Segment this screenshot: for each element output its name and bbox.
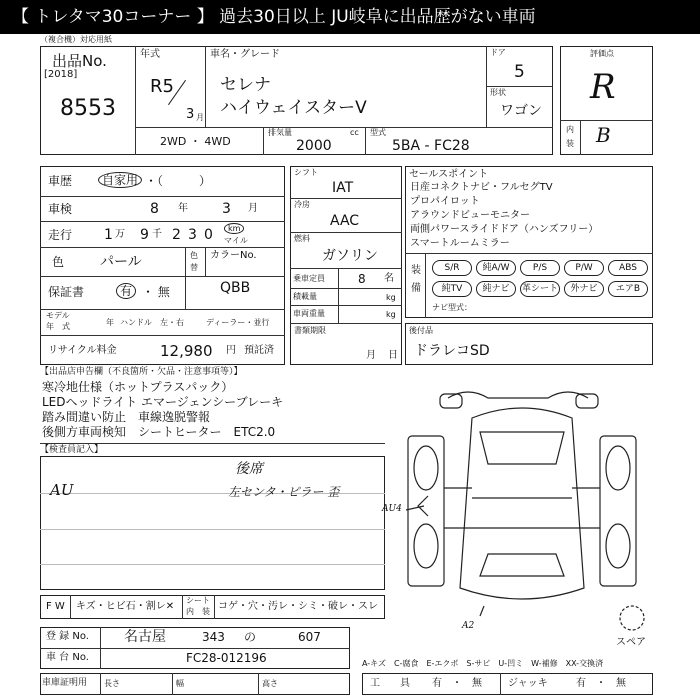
sales-point-item: プロパイロット: [410, 196, 480, 207]
seller-note-line: 踏み間違い防止 車線逸脱警報: [42, 410, 211, 424]
inspector-note-au: AU: [50, 481, 74, 499]
mileage-unit-mile: マイル: [224, 236, 248, 245]
color-value: パール: [100, 254, 142, 270]
equipment-item: 外ナビ: [564, 281, 604, 297]
inspector-box: [40, 456, 385, 590]
equipment-item: P/W: [564, 260, 604, 276]
seat-items: コゲ・穴・汚レ・シミ・破レ・スレ: [218, 601, 378, 612]
capacity-label: 乗車定員: [293, 274, 325, 283]
mileage-v3: 2: [172, 227, 181, 243]
interior-score: B: [596, 123, 611, 147]
aircon-label: 冷房: [294, 200, 310, 209]
equipment-item: 純TV: [432, 281, 472, 297]
tools-label: 工 具: [370, 678, 410, 689]
document-deadline-day: 日: [388, 350, 398, 361]
drive-type: 2WD ・ 4WD: [160, 135, 231, 148]
color-change-2: 替: [190, 263, 198, 272]
year-era: R5: [150, 76, 174, 97]
document-deadline-month: 月: [366, 350, 376, 361]
model-label: 車名・グレード: [210, 49, 280, 60]
mileage-v4: 3: [188, 227, 197, 243]
mileage-v5: 0: [204, 227, 213, 243]
cert-label: 車庫証明用: [42, 678, 88, 688]
tools-value: 有 ・ 無: [432, 678, 482, 689]
displacement-label: 排気量: [268, 128, 292, 137]
handle-side: ハンドル 左・右: [120, 318, 184, 327]
model-year-unit: 年: [106, 318, 114, 327]
load-label: 積載量: [293, 292, 317, 301]
seller-note-line: 寒冷地仕様（ホットプラスパック）: [42, 380, 234, 394]
inspector-note-pillar: 左センタ・ピラー 歪: [228, 485, 340, 499]
model-name: セレナ: [220, 75, 271, 95]
recycle-label: リサイクル料金: [48, 345, 117, 356]
equipment-item: S/R: [432, 260, 472, 276]
jack-label: ジャッキ: [508, 678, 548, 689]
mileage-unit-km: km: [224, 223, 244, 234]
recycle-value: 12,980: [160, 342, 213, 360]
equipment-label-2: 備: [411, 283, 421, 294]
mileage-u1: 万: [115, 229, 125, 240]
model-year-label-1: モデル: [46, 311, 70, 320]
registration-label: 登 録 No.: [46, 631, 89, 642]
equipment-item: ABS: [608, 260, 648, 276]
model-code-value: 5BA - FC28: [392, 138, 470, 154]
spare-label: スペア: [616, 637, 646, 648]
mileage-v2: 9: [140, 227, 149, 243]
diagram-mark-a2: A2: [462, 621, 475, 631]
color-label: 色: [52, 255, 65, 269]
lot-year-tag: [2018]: [44, 69, 78, 80]
dealer-type: ディーラー・並行: [206, 318, 270, 327]
color-code-label: カラーNo.: [210, 250, 257, 261]
model-code-label: 型式: [370, 128, 386, 137]
displacement-unit: cc: [350, 128, 359, 137]
equipment-item: P/S: [520, 260, 560, 276]
warranty-yes: 有: [116, 283, 136, 299]
warranty-label: 保証書: [48, 285, 85, 299]
equipment-label-1: 装: [411, 265, 421, 276]
interior-label-2: 装: [566, 139, 574, 148]
history-rest: ・（ ）: [145, 174, 212, 188]
sales-point-item: 両側パワースライドドア（ハンズフリー）: [410, 224, 599, 235]
year-month-unit: 月: [196, 113, 204, 122]
fw-items: キズ・ヒビ石・割レ✕: [76, 601, 175, 612]
cert-height: 高さ: [262, 679, 278, 688]
registration-number: 607: [298, 630, 321, 644]
weight-unit: kg: [386, 310, 396, 319]
aftermarket-value: ドラレコSD: [414, 343, 490, 359]
sales-point-item: スマートルームミラー: [410, 238, 510, 249]
color-change-1: 色: [190, 251, 198, 260]
model-year-label-2: 年 式: [46, 322, 70, 331]
document-deadline-label: 書類期限: [294, 326, 326, 335]
aftermarket-label: 後付品: [409, 326, 433, 335]
registration-class: 343: [202, 630, 225, 644]
shift-label: シフト: [294, 168, 318, 177]
inspector-label: 【検査員記入】: [40, 445, 104, 455]
capacity-unit: 名: [384, 273, 394, 284]
year-label: 年式: [140, 49, 160, 60]
fuel-label: 燃料: [294, 234, 310, 243]
history-value: 自家用: [98, 172, 142, 188]
mileage-v1: 1: [104, 227, 113, 243]
inspection-month-unit: 月: [248, 203, 258, 214]
navi-type-label: ナビ型式：: [432, 303, 472, 312]
chassis-value: FC28-012196: [186, 651, 267, 665]
displacement-value: 2000: [296, 138, 332, 154]
sales-point-item: 日産コネクトナビ・フルセグTV: [410, 182, 553, 193]
cert-length: 長さ: [104, 679, 120, 688]
seller-note-line: LEDヘッドライト エマージェンシーブレーキ: [42, 395, 284, 409]
body-shape-label: 形状: [490, 88, 506, 97]
model-grade: ハイウェイスターV: [220, 98, 367, 118]
page-banner: 【 トレタマ30コーナー 】 過去30日以上 JU岐阜に出品歴がない車両: [0, 0, 700, 34]
color-code: QBB: [220, 280, 251, 296]
diagram-mark-au4: AU4: [382, 504, 402, 514]
lot-number: 8553: [60, 96, 116, 121]
seat-label-1: シート: [186, 596, 210, 605]
equipment-item: 純ナビ: [476, 281, 516, 297]
score-value: R: [590, 67, 616, 107]
capacity-value: 8: [358, 272, 366, 286]
car-condition-diagram: [388, 378, 658, 650]
inspector-note-rear-seat: 後席: [235, 461, 263, 477]
interior-label-1: 内: [566, 125, 574, 134]
inspection-year-unit: 年: [178, 203, 188, 214]
inspection-month: 3: [222, 201, 231, 217]
registration-city: 名古屋: [124, 629, 166, 645]
damage-legend: A-キズ C-腐食 E-エクボ S-サビ U-凹ミ W-補修 XX-交換済: [362, 659, 604, 668]
seller-notes-label: 【出品店申告欄（不良箇所・欠品・注意事項等）】: [40, 367, 243, 377]
history-label: 車歴: [48, 174, 73, 188]
equipment-item: 純A/W: [476, 260, 516, 276]
equipment-item: 革シート: [520, 281, 560, 297]
aircon-value: AAC: [330, 213, 360, 229]
equipment-item: エアB: [608, 281, 648, 297]
doors-value: 5: [514, 62, 525, 82]
fuel-value: ガソリン: [322, 248, 378, 264]
sales-points-label: セールスポイント: [409, 169, 489, 180]
cert-width: 幅: [176, 679, 184, 688]
mileage-label: 走行: [48, 228, 73, 242]
jack-value: 有 ・ 無: [576, 678, 626, 689]
sales-point-item: アラウンドビューモニター: [410, 210, 530, 221]
chassis-label: 車 台 No.: [46, 652, 89, 663]
weight-label: 車両重量: [293, 309, 325, 318]
seller-note-line: 後側方車両検知 シートヒーター ETC2.0: [42, 425, 276, 439]
year-month: 3: [186, 107, 195, 122]
lot-label: 出品No.: [52, 52, 107, 70]
warranty-no: ・ 無: [142, 285, 170, 299]
body-shape-value: ワゴン: [500, 103, 542, 119]
inspection-label: 車検: [48, 202, 73, 216]
score-label: 評価点: [590, 49, 614, 58]
doors-label: ドア: [490, 48, 506, 57]
recycle-unit: 円: [226, 345, 236, 356]
top-note: （複合機）対応用紙: [40, 35, 112, 44]
inspection-year: 8: [150, 201, 159, 217]
mileage-u2: 千: [152, 229, 162, 240]
fw-label: F W: [46, 601, 65, 612]
shift-value: IAT: [332, 180, 354, 196]
recycle-note: 預託済: [244, 345, 274, 356]
seat-label-2: 内 装: [186, 607, 210, 616]
load-unit: kg: [386, 293, 396, 302]
registration-kana: の: [244, 630, 257, 644]
